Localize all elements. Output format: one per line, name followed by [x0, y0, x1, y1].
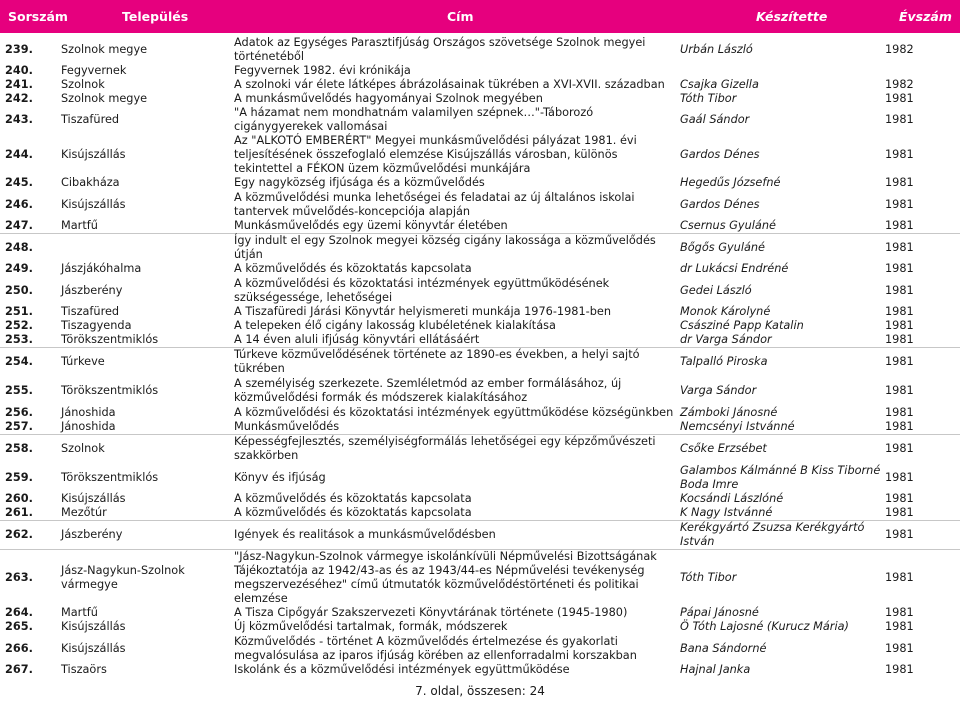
table-row [0, 106, 960, 134]
table-header [0, 0, 960, 33]
row-place: Kisújszállás [61, 492, 126, 505]
row-number: 257. [5, 419, 33, 433]
table-row [0, 521, 960, 550]
header-cim: Cím [447, 9, 474, 24]
row-author: Gedei László [680, 283, 752, 297]
row-year: 1981 [883, 348, 960, 377]
row-place: Túrkeve [59, 348, 232, 377]
row-title: A közművelődés és közoktatás kapcsolata [234, 506, 472, 519]
row-year: 1982 [885, 78, 914, 91]
row-author: Gaál Sándor [680, 113, 750, 126]
row-number: 262. [0, 521, 59, 550]
row-number: 253. [5, 333, 33, 346]
table-row [0, 333, 960, 348]
row-number: 245. [5, 176, 33, 189]
row-year: 1981 [885, 333, 914, 346]
row-title: Az "ALKOTÓ EMBERÉRT" Megyei munkásművelődési pályázat 1981. évi teljesítésének összefoglaló elemzése Kisújszállás városban, különös tekintettel a FÉKON üzem közművelődési munkájára [234, 134, 637, 175]
row-title: Képességfejlesztés, személyiségformálás lehetőségei egy képzőművészeti szakkörben [232, 434, 678, 463]
row-title: A Tisza Cipőgyár Szakszervezeti Könyvtárának története (1945-1980) [234, 606, 628, 619]
row-number: 248. [0, 234, 59, 263]
row-place: Kisújszállás [61, 148, 126, 161]
page-footer: 7. oldal, összesen: 24 [415, 684, 545, 698]
row-number: 265. [5, 620, 33, 633]
row-title: "Jász-Nagykun-Szolnok vármegye iskolánkívüli Népművelési Bizottságának Tájékoztatója az 1942/43-as és az 1943/44-es Népművelési tevékenység megszervezéséhez" című útmutatók közművelődéstörténeti és politikai elemzése [232, 550, 678, 607]
table-row [0, 606, 960, 620]
row-place: Jánoshida [61, 405, 116, 419]
row-title: Igények és realitások a munkásművelődésben [232, 521, 678, 550]
row-number: 254. [0, 348, 59, 377]
row-year: 1981 [885, 219, 914, 232]
row-number: 243. [5, 113, 33, 126]
table-row [0, 262, 960, 276]
table-row [0, 190, 960, 219]
row-year: 1981 [885, 92, 914, 105]
table-row [0, 377, 960, 406]
table-row [0, 420, 960, 435]
row-place: Martfű [61, 606, 98, 619]
row-author: Galambos Kálmánné B Kiss Tiborné Boda Imre [680, 463, 881, 491]
row-title: "A házamat nem mondhatnám valamilyen szépnek…"-Táborozó cigánygyerekek vallomásai [234, 106, 594, 133]
header-evszam: Évszám [899, 9, 952, 24]
table-row [0, 663, 960, 677]
row-place: Szolnok megye [61, 92, 148, 105]
row-author: Nemcsényi Istvánné [680, 419, 795, 433]
row-number: 263. [0, 550, 59, 607]
row-author: Császiné Papp Katalin [680, 319, 804, 332]
row-author: Csőke Erzsébet [678, 434, 883, 463]
row-author: Csajka Gizella [680, 78, 759, 91]
row-number: 258. [0, 434, 59, 463]
row-title: A közművelődés és közoktatás kapcsolata [234, 262, 472, 275]
row-place: Tiszafüred [61, 305, 120, 318]
row-title: Munkásművelődés egy üzemi könyvtár életében [234, 219, 508, 232]
row-title: Új közművelődési tartalmak, formák, módszerek [234, 620, 508, 633]
row-place: Törökszentmiklós [61, 470, 159, 484]
row-number: 244. [5, 148, 33, 161]
row-number: 267. [5, 663, 33, 676]
row-year: 1981 [885, 176, 914, 189]
table-row [0, 348, 960, 377]
row-title: Iskolánk és a közművelődési intézmények együttműködése [234, 663, 570, 676]
row-number: 260. [5, 492, 33, 505]
row-place: Fegyvernek [61, 64, 127, 77]
row-author: Bőgős Gyuláné [678, 234, 883, 263]
row-year: 1981 [885, 620, 914, 633]
row-place: Kisújszállás [61, 197, 126, 211]
row-year: 1981 [885, 305, 914, 318]
table-row [0, 634, 960, 663]
row-author: Urbán László [680, 43, 753, 56]
row-title: Közművelődés - történet A közművelődés értelmezése és gyakorlati megvalósulása az iparos ifjúság körében az ellenforradalmi korszakban [234, 634, 637, 662]
row-year: 1981 [885, 470, 914, 484]
row-title: A Tiszafüredi Járási Könyvtár helyismereti munkája 1976-1981-ben [234, 305, 612, 318]
row-number: 261. [5, 506, 33, 519]
table-row [0, 550, 960, 607]
row-place: Törökszentmiklós [61, 333, 159, 346]
row-year: 1982 [885, 43, 914, 56]
row-place: Jászberény [59, 521, 232, 550]
row-author: Zámboki Jánosné [680, 405, 778, 419]
row-number: 264. [5, 606, 33, 619]
row-year: 1981 [883, 234, 960, 263]
row-title: A közművelődés és közoktatás kapcsolata [234, 492, 472, 505]
row-place: Szolnok [61, 78, 105, 91]
row-author: Gardos Dénes [680, 148, 760, 161]
row-number: 240. [5, 64, 33, 77]
table-row [0, 276, 960, 305]
row-year [883, 64, 960, 78]
document-list [0, 36, 960, 677]
row-title: Túrkeve közművelődésének története az 1890-es években, a helyi sajtó tükrében [232, 348, 678, 377]
row-place: Mezőtúr [61, 506, 107, 519]
row-author: Ö Tóth Lajosné (Kurucz Mária) [680, 620, 849, 633]
row-year: 1981 [885, 113, 914, 126]
row-place: Kisújszállás [61, 620, 126, 633]
row-author: Talpalló Piroska [678, 348, 883, 377]
row-title: A közművelődési és közoktatási intézmények együttműködése községünkben [234, 405, 674, 419]
row-number: 241. [5, 78, 33, 91]
row-author: K Nagy Istvánné [680, 506, 773, 519]
header-telepules: Település [122, 9, 189, 24]
row-number: 250. [5, 283, 33, 297]
row-title: Munkásművelődés [234, 419, 340, 433]
row-year: 1981 [885, 319, 914, 332]
row-year: 1981 [885, 663, 914, 676]
row-year: 1981 [885, 283, 914, 297]
row-author: Bana Sándorné [680, 641, 767, 655]
row-title: Egy nagyközség ifjúsága és a közművelődés [234, 176, 485, 189]
row-year: 1981 [885, 419, 914, 433]
row-year: 1981 [883, 434, 960, 463]
header-keszitette: Készítette [756, 9, 828, 24]
row-title: A személyiség szerkezete. Szemléletmód az ember formálásához, új közművelődési formák és módszerek kialakításához [234, 377, 622, 404]
row-place [59, 234, 232, 263]
table-row [0, 492, 960, 506]
row-author [678, 64, 883, 78]
row-number: 249. [5, 262, 33, 275]
row-number: 266. [5, 641, 33, 655]
row-author: Kerékgyártó Zsuzsa Kerékgyártó István [678, 521, 883, 550]
row-place: Martfű [61, 219, 98, 232]
row-year: 1981 [885, 197, 914, 211]
table-row [0, 305, 960, 319]
row-number: 252. [5, 319, 33, 332]
row-year: 1981 [883, 521, 960, 550]
row-place: Törökszentmiklós [61, 384, 159, 397]
table-row [0, 176, 960, 190]
row-place: Jánoshida [61, 419, 116, 433]
row-title: Fegyvernek 1982. évi krónikája [234, 64, 411, 77]
row-title: A szolnoki vár élete látképes ábrázolásainak tükrében a XVI-XVII. században [234, 78, 665, 91]
table-row [0, 134, 960, 176]
table-row [0, 463, 960, 492]
row-place: Szolnok megye [61, 43, 148, 56]
row-place: Jász-Nagykun-Szolnok vármegye [59, 550, 232, 607]
table-row [0, 64, 960, 78]
table-row [0, 92, 960, 106]
row-title: A közművelődési munka lehetőségei és feladatai az új általános iskolai tantervek művelődés-koncepciója alapján [234, 190, 635, 218]
row-place: Tiszagyenda [61, 319, 132, 332]
row-author: Kocsándi Lászlóné [680, 492, 784, 505]
table-row [0, 234, 960, 263]
row-title: A telepeken élő cigány lakosság klubéletének kialakítása [234, 319, 556, 332]
row-place: Cibakháza [61, 176, 120, 189]
table-row [0, 620, 960, 634]
row-year: 1981 [885, 148, 914, 161]
row-number: 247. [5, 219, 33, 232]
row-place: Szolnok [59, 434, 232, 463]
table-row [0, 78, 960, 92]
row-author: Monok Károlyné [680, 305, 771, 318]
row-author: dr Lukácsi Endréné [680, 262, 789, 275]
row-place: Jászjákóhalma [61, 262, 142, 275]
row-author: Gardos Dénes [680, 197, 760, 211]
row-year: 1981 [885, 641, 914, 655]
row-title: A munkásművelődés hagyományai Szolnok megyében [234, 92, 543, 105]
row-place: Tiszafüred [61, 113, 120, 126]
table-row [0, 506, 960, 521]
row-number: 239. [5, 43, 33, 56]
row-number: 251. [5, 305, 33, 318]
row-year: 1981 [885, 262, 914, 275]
row-title: Adatok az Egységes Parasztifjúság Országos szövetsége Szolnok megyei történetéből [234, 36, 646, 63]
header-sorszam: Sorszám [8, 9, 68, 24]
row-author: Tóth Tibor [678, 550, 883, 607]
row-place: Tiszaörs [61, 663, 107, 676]
row-title: A közművelődési és közoktatási intézmények együttműködésének szükségessége, lehetőségei [234, 276, 610, 304]
row-author: Pápai Jánosné [680, 606, 759, 619]
row-year: 1981 [885, 506, 914, 519]
row-number: 246. [5, 197, 33, 211]
row-title: Így indult el egy Szolnok megyei község cigány lakossága a közművelődés útján [232, 234, 678, 263]
row-title: Könyv és ifjúság [234, 470, 326, 484]
row-number: 242. [5, 92, 33, 105]
row-author: dr Varga Sándor [680, 333, 772, 346]
row-place: Jászberény [61, 283, 123, 297]
table-row [0, 319, 960, 333]
row-author: Csernus Gyuláné [680, 219, 776, 232]
row-title: A 14 éven aluli ifjúság könyvtári ellátásáért [234, 333, 480, 346]
row-year: 1981 [885, 384, 914, 397]
row-number: 255. [5, 384, 33, 397]
table-row [0, 219, 960, 234]
row-year: 1981 [885, 606, 914, 619]
table-row [0, 36, 960, 64]
row-year: 1981 [883, 550, 960, 607]
table-row [0, 406, 960, 420]
row-place: Kisújszállás [61, 641, 126, 655]
table-row [0, 434, 960, 463]
row-year: 1981 [885, 492, 914, 505]
row-year: 1981 [885, 405, 914, 419]
row-author: Tóth Tibor [680, 92, 737, 105]
row-number: 256. [5, 405, 33, 419]
row-number: 259. [5, 470, 33, 484]
row-author: Hajnal Janka [680, 663, 751, 676]
row-author: Varga Sándor [680, 384, 757, 397]
row-author: Hegedűs Józsefné [680, 176, 781, 189]
